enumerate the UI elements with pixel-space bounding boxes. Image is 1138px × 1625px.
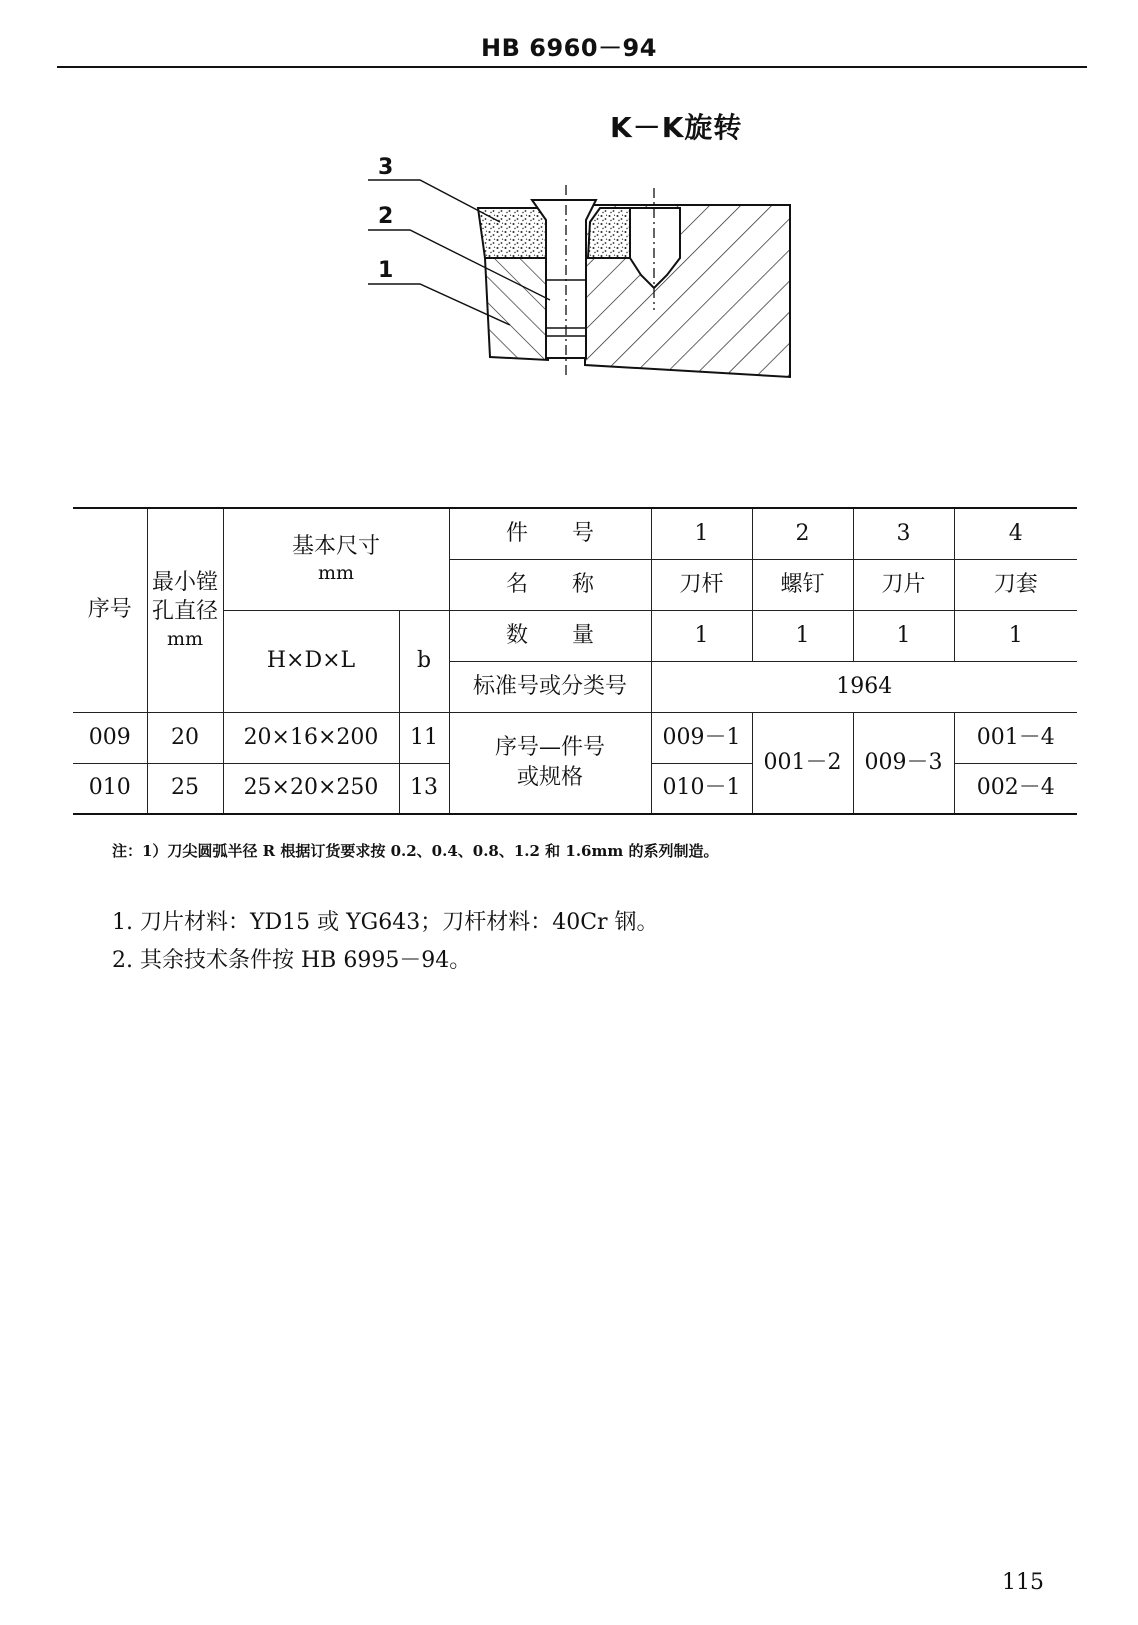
callout-1: 1: [378, 258, 394, 283]
section-title: K－K旋转: [610, 111, 743, 144]
table-footnote: 注：1）刀尖圆弧半径 R 根据订货要求按 0.2、0.4、0.8、1.2 和 1.6mm 的系列制造。: [112, 842, 719, 860]
section-drawing: [360, 150, 830, 390]
qty-1: 1: [651, 610, 752, 661]
document-header: HB 6960－94: [481, 34, 657, 62]
cell-part1: 010－1: [651, 763, 752, 814]
row-std-label: 标准号或分类号: [449, 661, 651, 712]
note-2: 2. 其余技术条件按 HB 6995－94。: [112, 948, 472, 973]
qty-2: 1: [752, 610, 853, 661]
header-row-qty: [73, 610, 1077, 661]
sleeve-body: [485, 258, 548, 360]
cell-b: 11: [399, 712, 449, 763]
cell-part1: 009－1: [651, 712, 752, 763]
part-no-1: 1: [651, 508, 752, 559]
cell-hdl: 25×20×250: [223, 763, 399, 814]
cell-seq: 010: [73, 763, 147, 814]
part-no-4: 4: [954, 508, 1077, 559]
section-drawing-svg: [360, 150, 830, 390]
col-basic-dims-header: [223, 508, 449, 610]
header-row-part-no: [73, 508, 1077, 559]
cell-seq: 009: [73, 712, 147, 763]
min-bore-line1: 最小镗: [151, 569, 218, 595]
page-number: 115: [1002, 1570, 1044, 1595]
col-min-bore-header: [147, 508, 223, 712]
row-qty-label: 数 量: [449, 610, 651, 661]
part-no-3: 3: [853, 508, 954, 559]
min-bore-unit: mm: [166, 628, 204, 651]
qty-4: 1: [954, 610, 1077, 661]
row-part-no-label: 件 号: [449, 508, 651, 559]
col-hdl-header: H×D×L: [223, 610, 399, 712]
cell-bore: 25: [147, 763, 223, 814]
part-no-2: 2: [752, 508, 853, 559]
technical-notes: [112, 904, 659, 980]
part-name-2: 螺钉: [752, 559, 853, 610]
std-no: 1964: [651, 661, 1077, 712]
header-rule: [57, 66, 1087, 68]
qty-3: 1: [853, 610, 954, 661]
seq-part-label: [449, 712, 651, 814]
cell-part2-shared: 001－2: [752, 712, 853, 814]
row-name-label: 名 称: [449, 559, 651, 610]
cell-part4: 002－4: [954, 763, 1077, 814]
callout-3: 3: [378, 155, 394, 180]
callout-2: 2: [378, 204, 394, 229]
part-name-4: 刀套: [954, 559, 1077, 610]
part-name-1: 刀杆: [651, 559, 752, 610]
cell-bore: 20: [147, 712, 223, 763]
seq-part-line1: 序号—件号: [495, 735, 606, 761]
basic-dims-unit: mm: [317, 562, 355, 585]
cell-part3-shared: 009－3: [853, 712, 954, 814]
basic-dims-title: 基本尺寸: [292, 533, 381, 559]
part-name-3: 刀片: [853, 559, 954, 610]
min-bore-line2: 孔直径: [151, 599, 218, 625]
spec-table: [73, 507, 1077, 815]
col-seq-header: 序号: [73, 508, 147, 712]
cell-hdl: 20×16×200: [223, 712, 399, 763]
note-1: 1. 刀片材料：YD15 或 YG643；刀杆材料：40Cr 钢。: [112, 910, 659, 935]
table-row: [73, 712, 1077, 763]
seq-part-line2: 或规格: [517, 764, 584, 790]
col-b-header: b: [399, 610, 449, 712]
cell-b: 13: [399, 763, 449, 814]
cell-part4: 001－4: [954, 712, 1077, 763]
